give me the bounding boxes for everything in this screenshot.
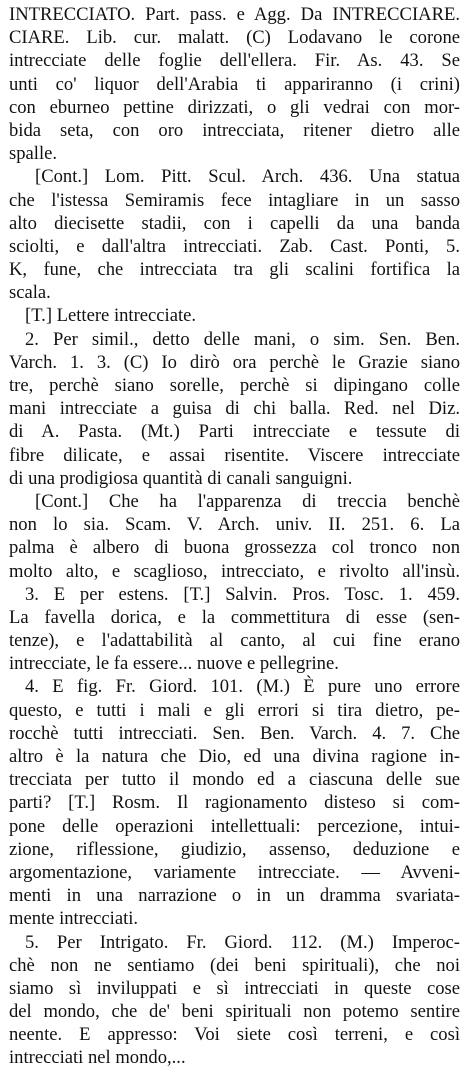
text-line: La favella dorica, e la commettitura di esse (sen- (9, 606, 460, 628)
text-line: 4. E fig. Fr. Giord. 101. (M.) È pure uno errore (25, 676, 460, 698)
text-line: K, fune, che intrecciata tra gli scalini fortifica la (9, 259, 460, 281)
text-line: pone delle operazioni intellettuali: percezione, intui- (9, 815, 460, 837)
text-line: mani intrecciate a guisa di chi balla. Red. nel Diz. (9, 398, 460, 420)
text-line: non lo sia. Scam. V. Arch. univ. II. 251. 6. La (9, 514, 460, 536)
text-line: di A. Pasta. (Mt.) Parti intrecciate e tessute di (9, 421, 460, 443)
text-line: scala. (9, 282, 51, 304)
text-line: del mondo, che de' beni spirituali non potemo sentire (9, 1001, 460, 1023)
text-line: mente intrecciati. (9, 908, 139, 930)
text-line: spalle. (9, 143, 58, 165)
text-line: trecciata per tutto il mondo ed a ciascuna delle sue (9, 769, 460, 791)
text-line: intrecciati nel mondo,... (9, 1047, 186, 1069)
text-line: molto alto, e scaglioso, intrecciato, e rivolto all'insù. (9, 560, 460, 582)
text-line: neente. E appresso: Voi siete così terreni, e così (9, 1024, 460, 1046)
text-line: sciolti, e dall'altra intrecciati. Zab. Cast. Ponti, 5. (9, 235, 460, 257)
text-line: 5. Per Intrigato. Fr. Giord. 112. (M.) Imperoc- (25, 931, 460, 953)
text-line: [Cont.] Lom. Pitt. Scul. Arch. 436. Una statua (35, 166, 460, 188)
text-line: 3. E per estens. [T.] Salvin. Pros. Tosc. 1. 459. (25, 583, 460, 605)
text-line: Varch. 1. 3. (C) Io dirò ora perchè le Grazie siano (9, 351, 460, 373)
text-line: di una prodigiosa quantità di canali sanguigni. (9, 467, 353, 489)
text-line: tenze), e l'adattabilità al canto, al cui fine erano (9, 630, 460, 652)
text-line: zione, riflessione, giudizio, assenso, deduzione e (9, 838, 460, 860)
text-line: menti in una narrazione o in un dramma svariata- (9, 885, 460, 907)
text-line: CIARE. Lib. cur. malatt. (C) Lodavano le corone (9, 27, 460, 49)
text-line: unti co' liquor dell'Arabia ti appariranno (i crini) (9, 73, 460, 95)
text-line: che l'istessa Semiramis fece intagliare in un sasso (9, 189, 460, 211)
text-line: [T.] Lettere intrecciate. (25, 305, 197, 327)
text-line: argomentazione, variamente intrecciate. — Avveni- (9, 861, 460, 883)
text-line: intrecciate delle foglie dell'ellera. Fir. As. 43. Se (9, 50, 460, 72)
text-line: chè non ne sentiamo (dei beni spirituali), che noi (9, 954, 460, 976)
text-line: questo, e tutti i mali e gli errori si tira dietro, pe- (9, 699, 460, 721)
text-line: INTRECCIATO. Part. pass. e Agg. Da INTRECCIARE. (9, 4, 460, 25)
text-line: intrecciate, le fa essere... nuove e pellegrine. (9, 653, 339, 675)
text-line: parti? [T.] Rosm. Il ragionamento disteso si com- (9, 792, 460, 814)
text-line: alto diecisette stadii, con i capelli da una banda (9, 212, 460, 234)
text-line: palma è albero di buona grossezza col tronco non (9, 537, 460, 559)
text-line: bida seta, con oro intrecciata, ritener dietro alle (9, 119, 460, 141)
text-line: siamo sì inviluppati e sì intrecciati in queste cose (9, 977, 460, 999)
text-line: rocchè tutti intrecciati. Sen. Ben. Varch. 4. 7. Che (9, 722, 460, 744)
text-line: con eburneo pettine dirizzati, o gli vedrai con mor- (9, 96, 460, 118)
text-line: [Cont.] Che ha l'apparenza di treccia benchè (35, 490, 460, 512)
text-line: tre, perchè siano sorelle, perchè si dipingano colle (9, 375, 460, 396)
text-line: fibre dilicate, e assai risentite. Viscere intrecciate (9, 444, 460, 466)
text-line: 2. Per simil., detto delle mani, o sim. Sen. Ben. (25, 328, 460, 350)
text-line: altro è la natura che Dio, ed una divina ragione in- (9, 746, 460, 767)
